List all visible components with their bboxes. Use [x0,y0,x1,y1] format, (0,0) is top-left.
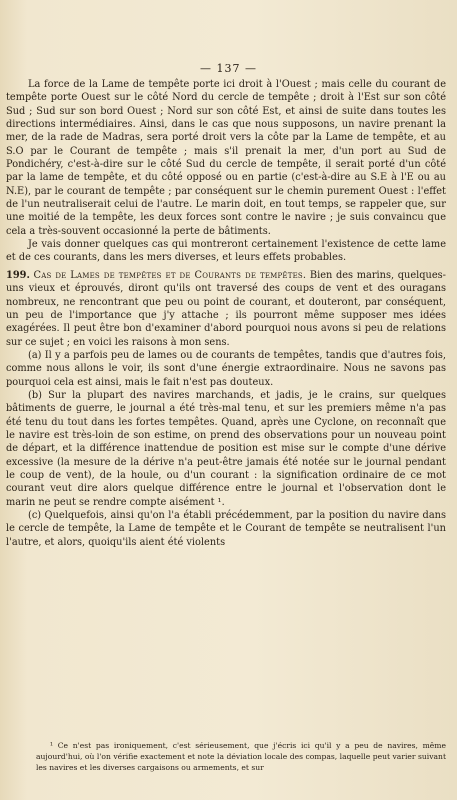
page-number: — 137 — [200,62,257,75]
section-heading [6,269,446,349]
paragraph: Je vais donner quelques cas qui montreront certainement l'existence de cette lame et de ces courants, dans les mers diverses, et leurs effets probables. [6,239,446,264]
footnote-text: ¹ Ce n'est pas ironiquement, c'est sérieusement, que j'écris ici qu'il y a peu de navires, même aujourd'hui, où l'on vérifie exactement et note la déviation locale des compas, laquelle peut varier suivant les navires et les diverses cargaisons ou armements, et sur [36,741,446,772]
section-title: Cas de Lames de tempêtes et de Courants de tempêtes. [33,269,307,281]
section-number: 199. [6,269,30,281]
list-item: (c) Quelquefois, ainsi qu'on l'a établi précédemment, par la position du navire dans le cercle de tempête, la Lame de tempête et le Courant de tempête se neutralisent l'un l'autre, et alors, quoiqu'ils aient été violents [6,510,446,548]
page-body [6,78,446,549]
section-intro: Bien des marins, quelques-uns vieux et éprouvés, diront qu'ils ont traversé des coups de vent et des ouragans nombreux, ne rencontrant que peu ou point de courant, et douteront, par conséquent, un peu de l'importance que j'y attache ; ils pourront même supposer mes idées exagérées. Il peut être bon d'examiner d'abord pourquoi nous avons si peu de relations sur ce sujet ; en voici les raisons à mon sens. [6,269,446,348]
paragraph: La force de la Lame de tempête porte ici droit à l'Ouest ; mais celle du courant de tempête porte Ouest sur le côté Nord du cercle de tempête ; droit à l'Est sur son côté Sud ; Sud sur son bord Ouest ; Nord sur son côté Est, et ainsi de suite dans toutes les directions intermédiaires. Ainsi, dans le cas que nous supposons, un navire prenant la mer, de la rade de Madras, sera porté droit vers la côte par la Lame de tempête, et au S.O par le Courant de tempête ; mais s'il prenait la mer, d'un port au Sud de Pondichéry, c'est-à-dire sur le côté Sud du cercle de tempête, il serait porté d'un côté par la lame de tempête, et du côté opposé ou en partie (c'est-à-dire au S.E à l'E ou au N.E), par le courant de tempête ; par conséquent sur le chemin purement Ouest : l'effet de l'un neutraliserait celui de l'autre. Le marin doit, en tout temps, se rappeler que, sur une moitié de la tempête, les deux forces sont contre le navire ; je suis convaincu que cela a très-souvent occasionné la perte de bâtiments. [6,79,446,237]
list-item: (a) Il y a parfois peu de lames ou de courants de tempêtes, tandis que d'autres fois, comme nous allons le voir, ils sont d'une énergie extraordinaire. Nous ne savons pas pourquoi cela est ainsi, mais le fait n'est pas douteux. [6,349,446,388]
footnote [36,740,446,773]
list-item: (b) Sur la plupart des navires marchands, et jadis, je le crains, sur quelques bâtiments de guerre, le journal a été très-mal tenu, et sur les premiers même n'a pas été tenu du tout dans les fortes tempêtes. Quand, après une Cyclone, on reconnaît que le navire est très-loin de son estime, on prend des observations pour un nouveau point de départ, et la différence inattendue de position est mise sur le compte d'une dérive excessive (la mesure de la dérive n'a peut-être jamais été notée sur le journal pendant le coup de vent), de la houle, ou d'un courant : la signification ordinaire de ce mot courant veut dire alors quelque différence entre le journal et l'observation dont le marin ne peut se rendre compte aisément ¹. [6,389,446,508]
